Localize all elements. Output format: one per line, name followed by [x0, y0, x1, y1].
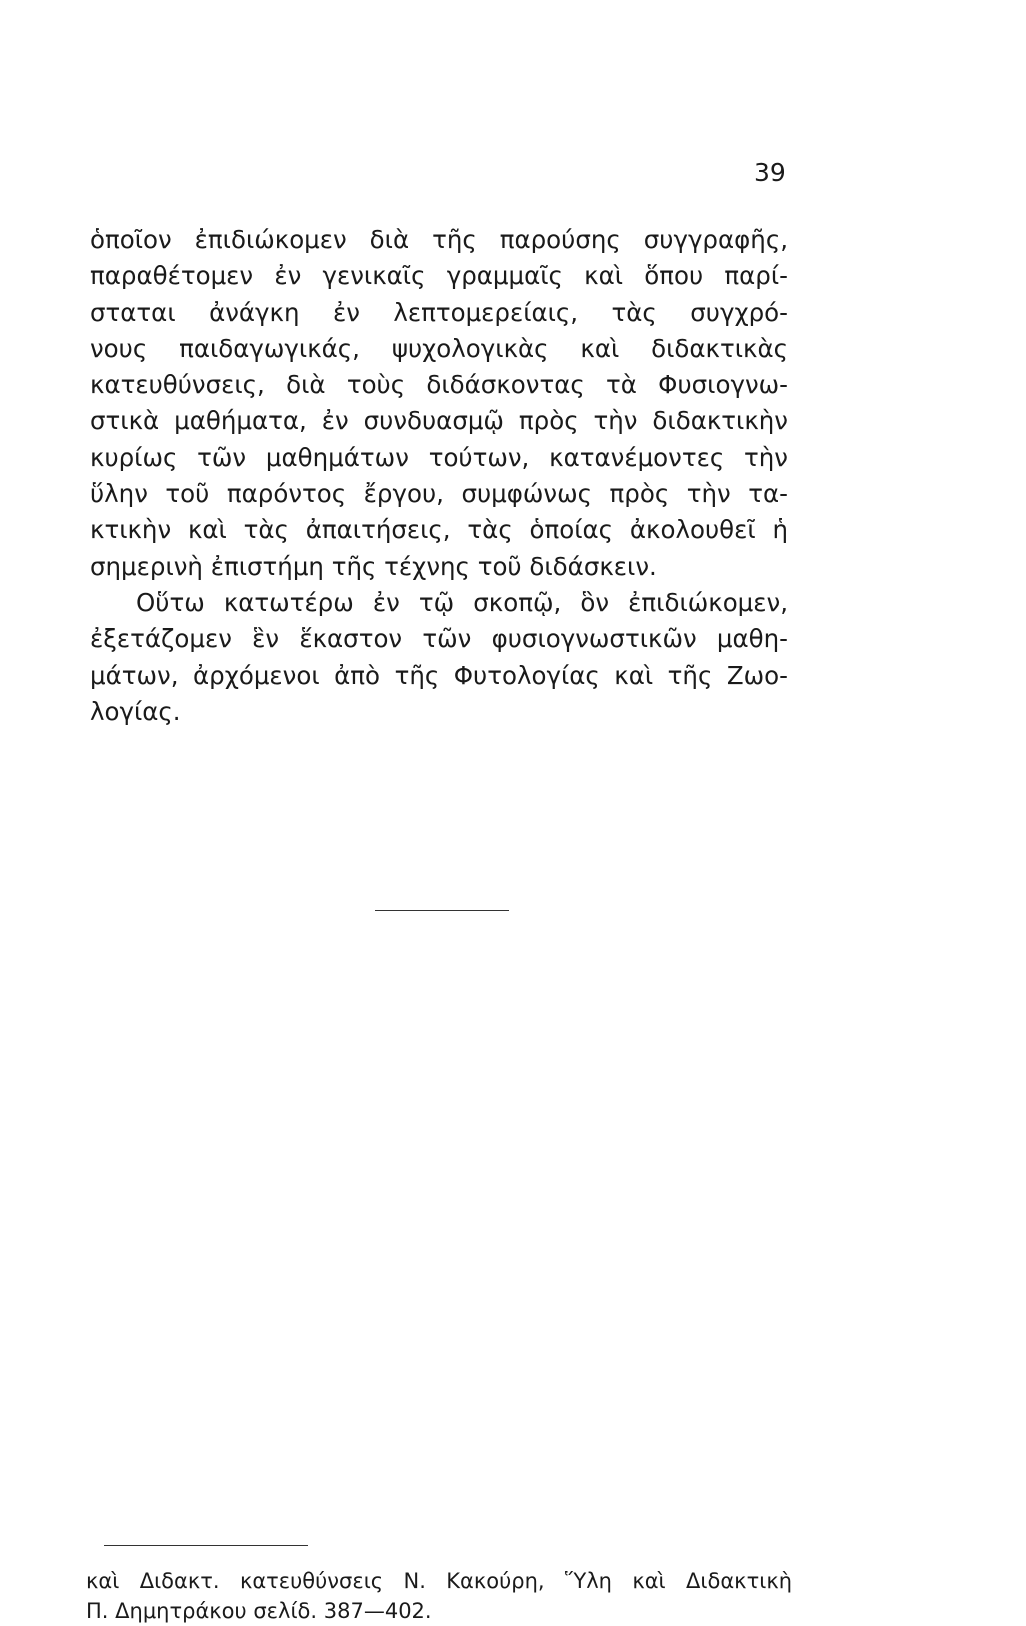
text-line: κατευθύνσεις, διὰ τοὺς διδάσκοντας τὰ Φυσιογνω- — [90, 370, 788, 400]
text-line: ἐξετάζομεν ἓν ἕκαστον τῶν φυσιογνωστικῶν μαθη- — [90, 624, 788, 654]
text-line: Οὕτω κατωτέρω ἐν τῷ σκοπῷ, ὃν ἐπιδιώκομεν, — [136, 587, 788, 617]
footnote-rule — [104, 1545, 308, 1546]
text-line: μάτων, ἀρχόμενοι ἀπὸ τῆς Φυτολογίας καὶ τῆς Ζωο- — [90, 660, 788, 690]
page-number: 39 — [754, 158, 786, 187]
footnote-line: καὶ Διδακτ. κατευθύνσεις Ν. Κακούρη, Ὕλη καὶ Διδακτικὴ — [86, 1569, 792, 1593]
text-line: παραθέτομεν ἐν γενικαῖς γραμμαῖς καὶ ὅπου παρί- — [90, 261, 788, 291]
footnotes — [86, 1566, 792, 1626]
text-line: κτικὴν καὶ τὰς ἀπαιτήσεις, τὰς ὁποίας ἀκολουθεῖ ἡ — [90, 515, 788, 545]
text-line: κυρίως τῶν μαθημάτων τούτων, κατανέμοντες τὴν — [90, 442, 788, 472]
text-line: ὁποῖον ἐπιδιώκομεν διὰ τῆς παρούσης συγγραφῆς, — [90, 225, 788, 254]
text-line: στικὰ μαθήματα, ἐν συνδυασμῷ πρὸς τὴν διδακτικὴν — [90, 406, 788, 436]
text-line: νους παιδαγωγικάς, ψυχολογικὰς καὶ διδακτικὰς — [90, 333, 788, 363]
text-line: ὕλην τοῦ παρόντος ἔργου, συμφώνως πρὸς τὴν τα- — [90, 479, 788, 509]
text-line: σταται ἀνάγκη ἐν λεπτομερείαις, τὰς συγχρό- — [90, 297, 788, 327]
main-text — [90, 222, 788, 730]
footnote-line: Π. Δημητράκου σελίδ. 387—402. — [86, 1599, 432, 1623]
section-separator — [375, 910, 509, 911]
text-line: σημερινὴ ἐπιστήμη τῆς τέχνης τοῦ διδάσκειν. — [90, 551, 657, 581]
text-line: λογίας. — [90, 696, 181, 726]
